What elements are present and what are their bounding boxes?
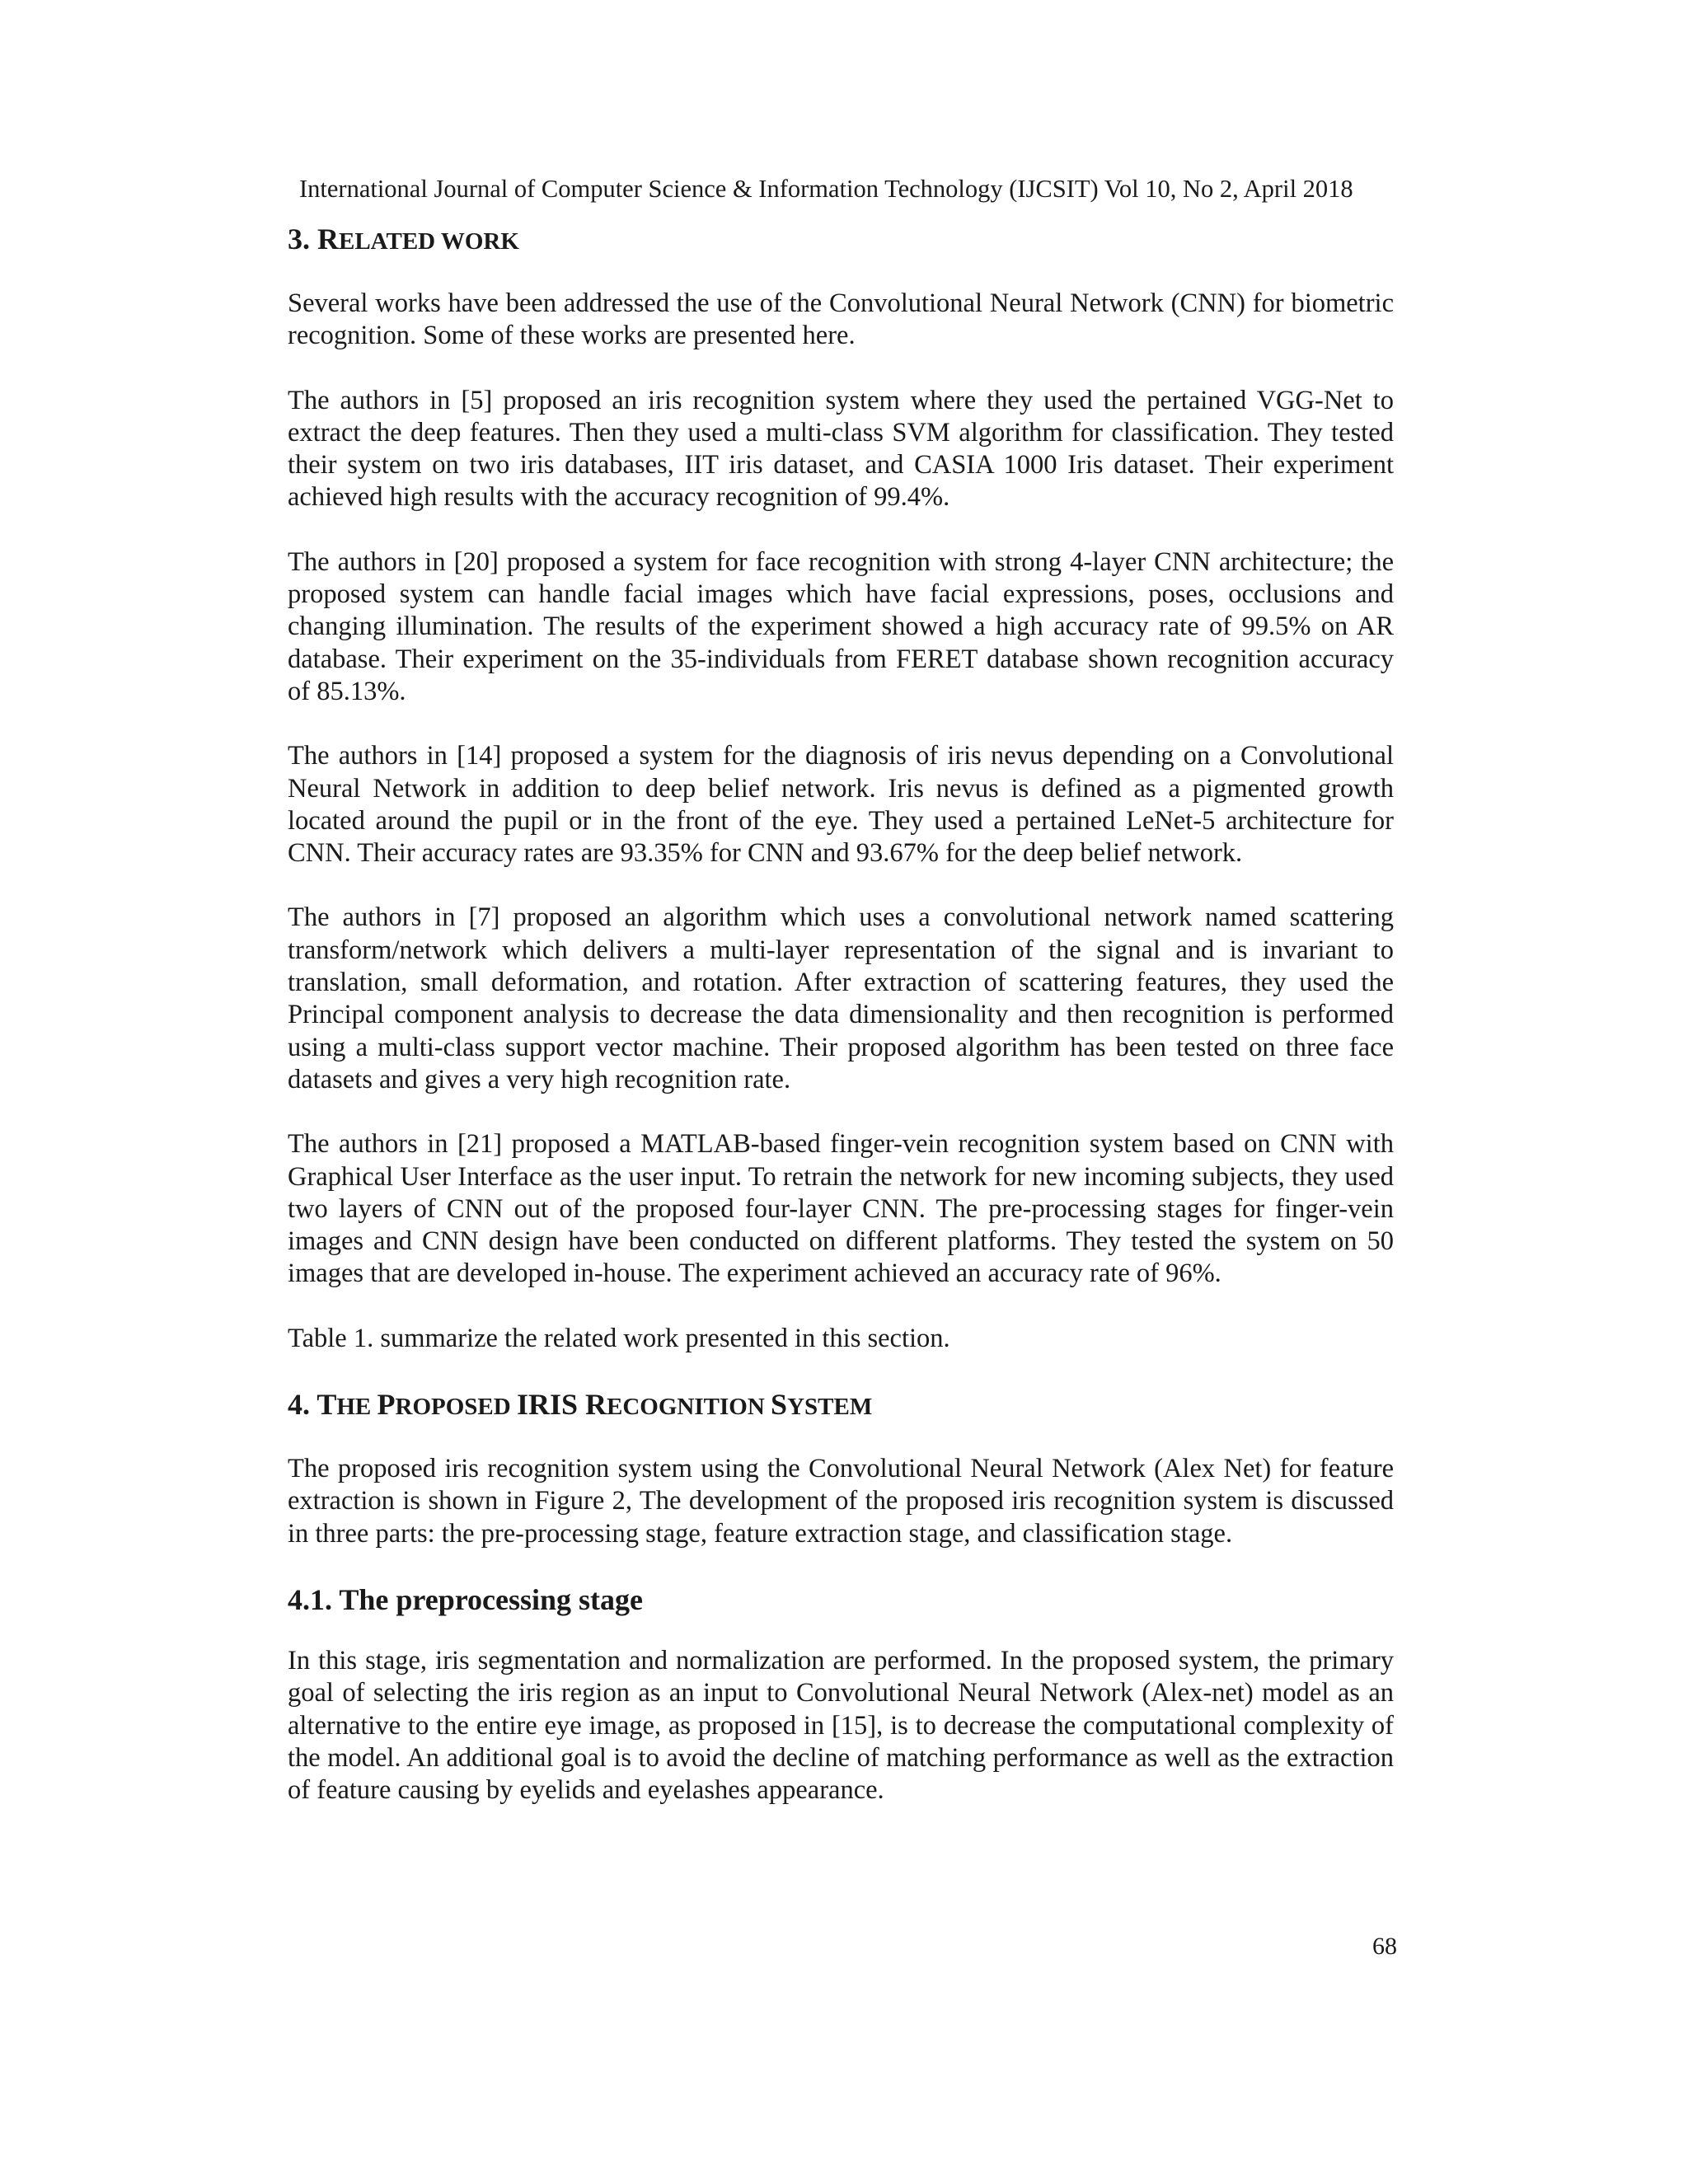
- body-column: [288, 221, 1394, 1807]
- related-work-paragraph-scattering: The authors in [7] proposed an algorithm which uses a convolutional network named scattering transform/network which delivers a multi-layer representation of the signal and is invariant to translation, small deformation, and rotation. After extraction of scattering features, they used the Principal component analysis to decrease the data dimensionality and then recognition is performed using a multi-class support vector machine. Their proposed algorithm has been tested on three face datasets and gives a very high recognition rate.: [288, 902, 1394, 1094]
- related-work-table-reference: Table 1. summarize the related work presented in this section.: [288, 1323, 950, 1353]
- page-number: 68: [1372, 1933, 1397, 1960]
- related-work-paragraph-vggnet: The authors in [5] proposed an iris recognition system where they used the pertained VGG-Net to extract the deep features. Then they used a multi-class SVM algorithm for classification. They tested their system on two iris databases, IIT iris dataset, and CASIA 1000 Iris dataset. Their experiment achieved high results with the accuracy recognition of 99.4%.: [288, 385, 1394, 513]
- section-3-title-rest: ELATED WORK: [339, 228, 519, 255]
- related-work-paragraph-iris-nevus: The authors in [14] proposed a system for the diagnosis of iris nevus depending on a Convolutional Neural Network in addition to deep belief network. Iris nevus is defined as a pigmented growth located around the pupil or in the front of the eye. They used a pertained LeNet-5 architecture for CNN. Their accuracy rates are 93.35% for CNN and 93.67% for the deep belief network.: [288, 741, 1394, 869]
- section-4-1-paragraph: In this stage, iris segmentation and normalization are performed. In the proposed system, the primary goal of selecting the iris region as an input to Convolutional Neural Network (Alex-net) model as an alternative to the entire eye image, as proposed in [15], is to decrease the computational complexity of the model. An additional goal is to avoid the decline of matching performance as well as the extraction of feature causing by eyelids and eyelashes appearance.: [288, 1645, 1394, 1806]
- section-3-intro-paragraph: Several works have been addressed the use of the Convolutional Neural Network (CNN) for biometric recognition. Some of these works are presented here.: [288, 288, 1394, 351]
- section-4-intro-paragraph: The proposed iris recognition system using the Convolutional Neural Network (Alex Net) for feature extraction is shown in Figure 2, The development of the proposed iris recognition system is discussed in three parts: the pre-processing stage, feature extraction stage, and classification stage.: [288, 1454, 1394, 1549]
- section-3-number: 3.: [288, 223, 317, 255]
- related-work-paragraph-face-cnn: The authors in [20] proposed a system for face recognition with strong 4-layer CNN architecture; the proposed system can handle facial images which have facial expressions, poses, occlusions and changing illumination. The results of the experiment showed a high accuracy rate of 99.5% on AR database. Their experiment on the 35-individuals from FERET database shown recognition accuracy of 85.13%.: [288, 546, 1394, 706]
- section-3-title-initial: R: [317, 223, 339, 255]
- related-work-paragraph-finger-vein: The authors in [21] proposed a MATLAB-based finger-vein recognition system based on CNN with Graphical User Interface as the user input. To retrain the network for new incoming subjects, they used two layers of CNN out of the proposed four-layer CNN. The pre-processing stages for finger-vein images and CNN design have been conducted on different platforms. They tested the system on 50 images that are developed in-house. The experiment achieved an accuracy rate of 96%.: [288, 1129, 1394, 1289]
- section-3-heading: [288, 221, 1394, 260]
- section-4-1-heading: 4.1. The preprocessing stage: [288, 1582, 644, 1616]
- journal-running-header: International Journal of Computer Science & Information Technology (IJCSIT) Vol 10, No 2, April 2018: [299, 175, 1353, 203]
- section-4-heading: 4. THE PROPOSED IRIS RECOGNITION SYSTEM: [288, 1388, 873, 1422]
